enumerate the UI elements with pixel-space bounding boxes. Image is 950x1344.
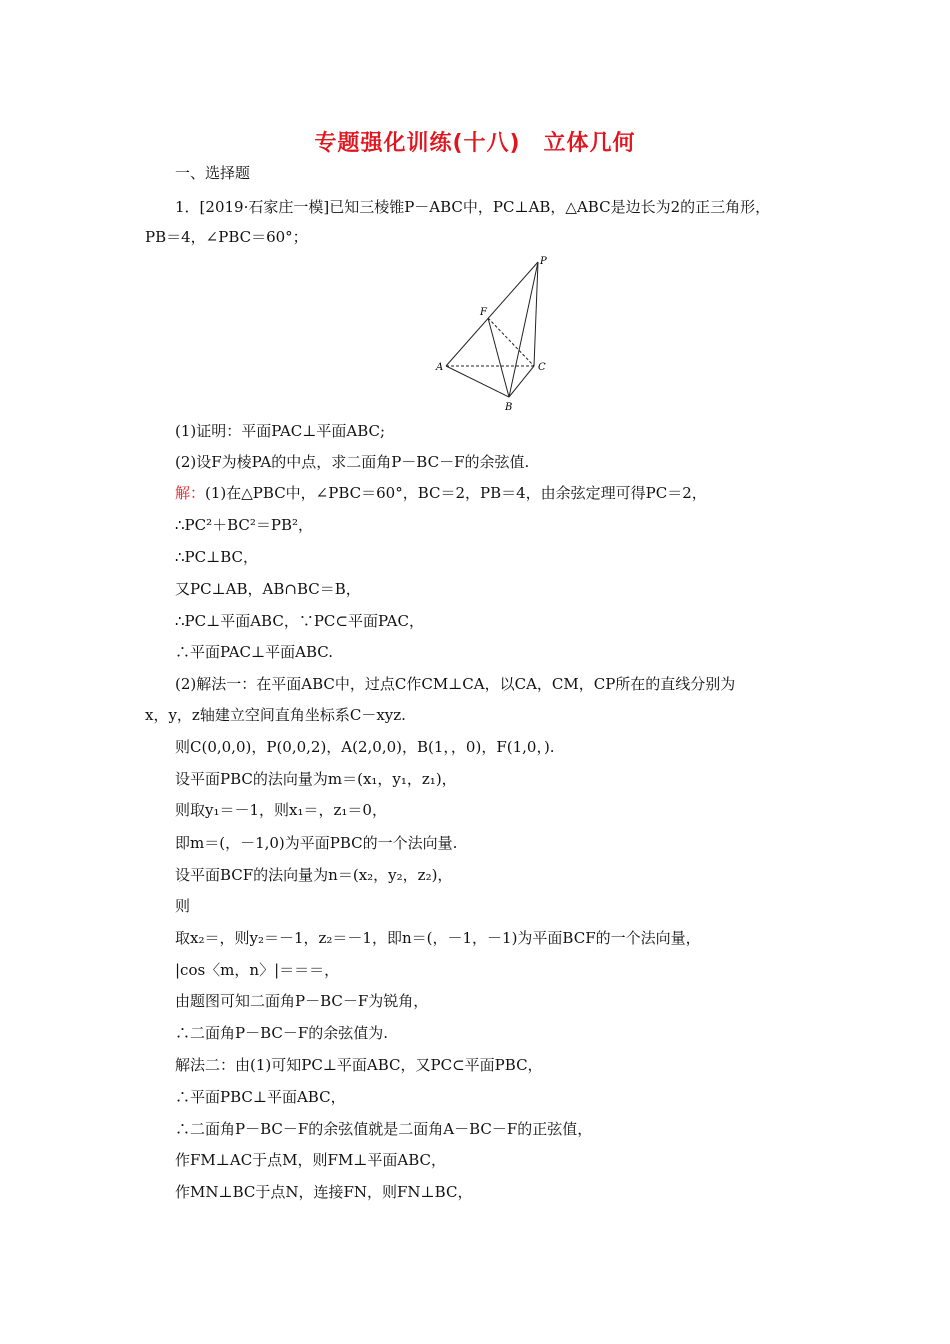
tetrahedron-figure [430,254,555,414]
solution-line: ∴二面角P－BC－F的余弦值就是二面角A－BC－F的正弦值， [175,1120,593,1138]
vertex-label-c: C [538,362,546,373]
solution-line: |cos〈m，n〉|＝＝＝， [175,961,340,979]
vertex-label-f: F [480,307,487,318]
vertex-label-p: P [540,256,547,267]
solution-line: 作FM⊥AC于点M，则FM⊥平面ABC， [175,1151,447,1169]
solution-line: ∴PC²＋BC²＝PB²， [175,516,314,534]
solution-line: 解法二：由(1)可知PC⊥平面ABC，又PC⊂平面PBC， [175,1056,543,1074]
solution-line: (2)解法一：在平面ABC中，过点C作CM⊥CA，以CA，CM，CP所在的直线分别为 [175,675,736,693]
solution-line: 取x₂＝，则y₂＝－1，z₂＝－1，即n＝(，－1，－1)为平面BCF的一个法向量， [175,929,701,947]
solution-line: ∴平面PBC⊥平面ABC， [175,1088,346,1106]
question-2: (2)设F为棱PA的中点，求二面角P－BC－F的余弦值. [175,453,530,471]
section-heading: 一、选择题 [175,164,251,182]
solution-line: ∴PC⊥BC， [175,548,258,566]
solution-line: ∴PC⊥平面ABC，∵PC⊂平面PAC， [175,612,424,630]
problem-stem-line-2: PB＝4，∠PBC＝60°； [145,228,308,246]
solution-line: 又PC⊥AB，AB∩BC＝B， [175,580,361,598]
solution-line: 设平面BCF的法向量为n＝(x₂，y₂，z₂)， [175,866,453,884]
solution-line: 设平面PBC的法向量为m＝(x₁，y₁，z₁)， [175,770,457,788]
solution-line: ∴平面PAC⊥平面ABC. [175,643,333,661]
solution-line: x，y，z轴建立空间直角坐标系C－xyz. [145,706,406,724]
vertex-label-a: A [436,362,444,373]
problem-stem-line-1: 1．[2019·石家庄一模]已知三棱锥P－ABC中，PC⊥AB，△ABC是边长为2的正三角形， [175,198,771,216]
vertex-label-b: B [505,402,513,413]
solution-line: 由题图可知二面角P－BC－F为锐角， [175,992,429,1010]
solution-line: 作MN⊥BC于点N，连接FN，则FN⊥BC， [175,1183,473,1201]
solution-line: ∴二面角P－BC－F的余弦值为. [175,1024,389,1042]
solution-text: (1)在△PBC中，∠PBC＝60°，BC＝2，PB＝4，由余弦定理可得PC＝2， [205,484,707,502]
solution-line: 则C(0,0,0)，P(0,0,2)，A(2,0,0)，B(1，，0)，F(1,0，). [175,738,555,756]
solution-line: 则 [175,897,191,915]
solution-line: 则取y₁＝－1，则x₁＝，z₁＝0， [175,801,387,819]
solution-label: 解： [175,484,206,502]
page-title: 专题强化训练(十八) 立体几何 [314,131,636,156]
question-1: (1)证明：平面PAC⊥平面ABC; [175,422,386,440]
solution-line: 即m＝(，－1,0)为平面PBC的一个法向量. [175,834,458,852]
solution-first-line [175,483,707,503]
